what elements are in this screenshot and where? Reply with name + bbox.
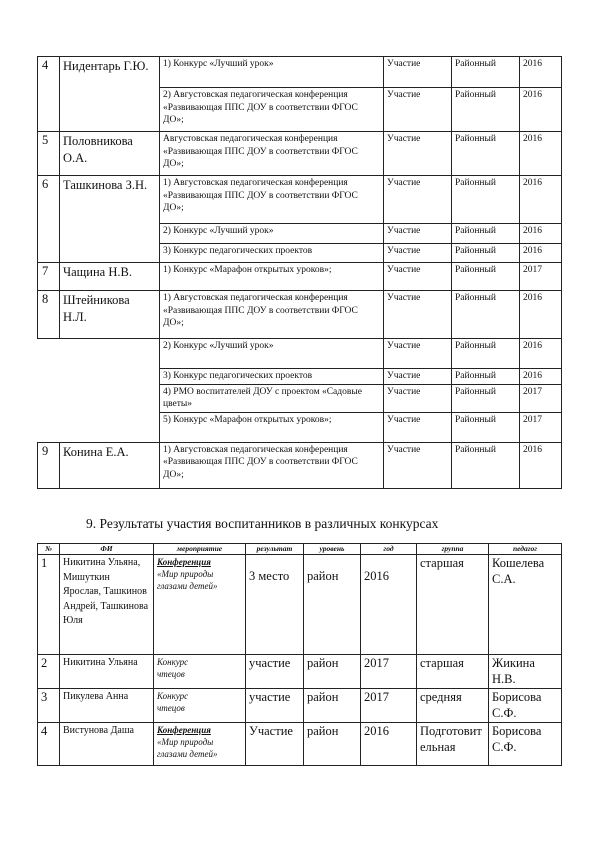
- event-level: Районный: [452, 263, 520, 291]
- header-result: результат: [246, 544, 304, 555]
- event-name: «Мир природы глазами детей»: [157, 737, 218, 759]
- event-level: Районный: [452, 442, 520, 488]
- table-row: [38, 655, 562, 689]
- teachers-participation-table: [37, 56, 562, 489]
- event-title: 3) Конкурс педагогических проектов: [160, 244, 384, 263]
- teacher: Жикина Н.В.: [489, 655, 562, 689]
- event-cell: [154, 689, 246, 723]
- event-level: Районный: [452, 384, 520, 412]
- event-year: 2016: [520, 88, 562, 132]
- teacher-name: Половникова О.А.: [60, 132, 160, 176]
- event-result: Участие: [384, 132, 452, 176]
- row-number: 2: [38, 655, 60, 689]
- event-type: Конференция: [157, 725, 211, 735]
- table-header-row: [38, 544, 562, 555]
- event-title: 1) Конкурс «Лучший урок»: [160, 57, 384, 88]
- teacher: Борисова С.Ф.: [489, 689, 562, 723]
- teacher-name: Штейникова Н.Л.: [60, 291, 160, 339]
- event-title: 5) Конкурс «Марафон открытых уроков»;: [160, 412, 384, 442]
- table-row: [38, 291, 562, 339]
- header-name: ФИ: [60, 544, 154, 555]
- group: Подготовительная: [417, 723, 489, 766]
- event-cell: [154, 655, 246, 689]
- event-result: Участие: [384, 442, 452, 488]
- table-row: [38, 723, 562, 766]
- teacher-name: Чащина Н.В.: [60, 263, 160, 291]
- teacher-name: Конина Е.А.: [60, 442, 160, 488]
- table-row: [38, 339, 562, 369]
- event-level: Районный: [452, 88, 520, 132]
- event-year: 2016: [520, 176, 562, 224]
- level: район: [304, 555, 361, 655]
- result: участие: [246, 655, 304, 689]
- header-event: мероприятие: [154, 544, 246, 555]
- event-title: 1) Августовская педагогическая конференция «Развивающая ППС ДОУ в соответствии ФГОС ДО»;: [160, 176, 384, 224]
- level: район: [304, 723, 361, 766]
- header-group: группа: [417, 544, 489, 555]
- pupil-names: Пикулева Анна: [60, 689, 154, 723]
- event-result: Участие: [384, 339, 452, 369]
- header-teacher: педагог: [489, 544, 562, 555]
- event-level: Районный: [452, 176, 520, 224]
- table-row: [38, 689, 562, 723]
- table-row: [38, 57, 562, 88]
- event-year: 2016: [520, 442, 562, 488]
- header-level: уровень: [304, 544, 361, 555]
- row-number: 6: [38, 176, 60, 263]
- event-level: Районный: [452, 57, 520, 88]
- empty-cell: [38, 339, 160, 443]
- row-number: 4: [38, 57, 60, 132]
- event-level: Районный: [452, 132, 520, 176]
- event-result: Участие: [384, 291, 452, 339]
- header-year: год: [361, 544, 417, 555]
- event-result: Участие: [384, 412, 452, 442]
- event-year: 2016: [520, 57, 562, 88]
- event-level: Районный: [452, 224, 520, 244]
- event-year: 2016: [520, 339, 562, 369]
- row-number: 7: [38, 263, 60, 291]
- event-result: Участие: [384, 224, 452, 244]
- table-row: [38, 132, 562, 176]
- event-result: Участие: [384, 244, 452, 263]
- level: район: [304, 689, 361, 723]
- year: 2017: [361, 689, 417, 723]
- event-result: Участие: [384, 57, 452, 88]
- event-year: 2017: [520, 263, 562, 291]
- table-row: [38, 176, 562, 224]
- event-title: 1) Августовская педагогическая конференция «Развивающая ППС ДОУ в соответствии ФГОС ДО»;: [160, 442, 384, 488]
- event-title: Августовская педагогическая конференция «Развивающая ППС ДОУ в соответствии ФГОС ДО»;: [160, 132, 384, 176]
- table-row: [38, 555, 562, 655]
- event-result: Участие: [384, 263, 452, 291]
- header-number: №: [38, 544, 60, 555]
- year: 2017: [361, 655, 417, 689]
- event-cell: [154, 723, 246, 766]
- event-name: чтецов: [157, 669, 185, 679]
- teacher-name: Ташкинова З.Н.: [60, 176, 160, 263]
- pupil-names: Вистунова Даша: [60, 723, 154, 766]
- level: район: [304, 655, 361, 689]
- event-title: 1) Августовская педагогическая конференция «Развивающая ППС ДОУ в соответствии ФГОС ДО»;: [160, 291, 384, 339]
- event-year: 2016: [520, 132, 562, 176]
- row-number: 9: [38, 442, 60, 488]
- event-title: 2) Августовская педагогическая конференция «Развивающая ППС ДОУ в соответствии ФГОС ДО»;: [160, 88, 384, 132]
- event-type: Конференция: [157, 557, 211, 567]
- event-level: Районный: [452, 244, 520, 263]
- event-year: 2016: [520, 291, 562, 339]
- result: 3 место: [246, 555, 304, 655]
- row-number: 4: [38, 723, 60, 766]
- event-title: 1) Конкурс «Марафон открытых уроков»;: [160, 263, 384, 291]
- year: 2016: [361, 723, 417, 766]
- event-cell: [154, 555, 246, 655]
- event-year: 2017: [520, 412, 562, 442]
- table-row: [38, 263, 562, 291]
- event-title: 3) Конкурс педагогических проектов: [160, 369, 384, 385]
- row-number: 1: [38, 555, 60, 655]
- row-number: 8: [38, 291, 60, 339]
- year: 2016: [361, 555, 417, 655]
- event-type: Конкурс: [157, 657, 189, 667]
- event-title: 2) Конкурс «Лучший урок»: [160, 224, 384, 244]
- event-result: Участие: [384, 176, 452, 224]
- event-year: 2016: [520, 224, 562, 244]
- event-year: 2016: [520, 369, 562, 385]
- event-result: Участие: [384, 384, 452, 412]
- event-name: «Мир природы глазами детей»: [157, 569, 218, 591]
- row-number: 3: [38, 689, 60, 723]
- result: Участие: [246, 723, 304, 766]
- event-level: Районный: [452, 412, 520, 442]
- pupils-results-table: [37, 543, 562, 766]
- teacher: Борисова С.Ф.: [489, 723, 562, 766]
- event-level: Районный: [452, 339, 520, 369]
- event-level: Районный: [452, 291, 520, 339]
- table-row: [38, 442, 562, 488]
- group: старшая: [417, 655, 489, 689]
- event-level: Районный: [452, 369, 520, 385]
- section-heading: 9. Результаты участия воспитанников в различных конкурсах: [86, 516, 439, 531]
- group: средняя: [417, 689, 489, 723]
- event-year: 2017: [520, 384, 562, 412]
- event-result: Участие: [384, 88, 452, 132]
- teacher: Кошелева С.А.: [489, 555, 562, 655]
- pupil-names: Никитина Ульяна: [60, 655, 154, 689]
- event-result: Участие: [384, 369, 452, 385]
- event-type: Конкурс: [157, 691, 189, 701]
- event-title: 2) Конкурс «Лучший урок»: [160, 339, 384, 369]
- row-number: 5: [38, 132, 60, 176]
- teacher-name: Нидентарь Г.Ю.: [60, 57, 160, 132]
- result: участие: [246, 689, 304, 723]
- event-name: чтецов: [157, 703, 185, 713]
- pupil-names: Никитина Ульяна, Мишуткин Ярослав, Ташкинов Андрей, Ташкинова Юля: [60, 555, 154, 655]
- event-title: 4) РМО воспитателей ДОУ с проектом «Садовые цветы»: [160, 384, 384, 412]
- group: старшая: [417, 555, 489, 655]
- event-year: 2016: [520, 244, 562, 263]
